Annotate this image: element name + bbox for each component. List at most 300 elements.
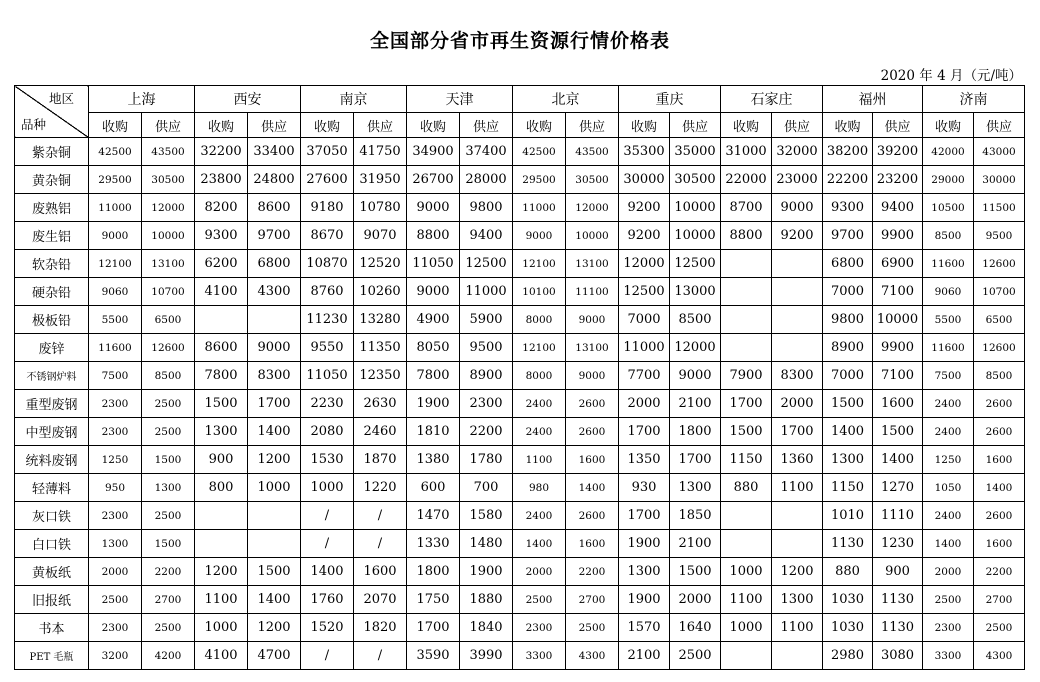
buy-price-cell: 7500 bbox=[923, 362, 974, 390]
supply-price-cell: 1000 bbox=[248, 474, 301, 502]
buy-price-cell: 9060 bbox=[923, 278, 974, 306]
city-header: 南京 bbox=[301, 86, 407, 113]
buy-price-cell: 1200 bbox=[195, 558, 248, 586]
supply-price-cell: 1500 bbox=[142, 530, 195, 558]
table-row bbox=[15, 390, 1025, 418]
supply-price-cell: 1700 bbox=[772, 418, 823, 446]
supply-price-cell: 1360 bbox=[772, 446, 823, 474]
buy-price-cell: 12100 bbox=[513, 250, 566, 278]
item-name: 软杂铅 bbox=[15, 250, 89, 278]
buy-price-cell: 7700 bbox=[619, 362, 670, 390]
city-header: 西安 bbox=[195, 86, 301, 113]
buy-price-cell: 12100 bbox=[89, 250, 142, 278]
buy-price-cell: 7800 bbox=[195, 362, 248, 390]
buy-price-cell: 2300 bbox=[89, 390, 142, 418]
supply-header: 供应 bbox=[248, 113, 301, 138]
buy-header: 收购 bbox=[619, 113, 670, 138]
supply-price-cell: 9070 bbox=[354, 222, 407, 250]
buy-price-cell: 9800 bbox=[823, 306, 873, 334]
supply-price-cell: 24800 bbox=[248, 166, 301, 194]
supply-price-cell: 2600 bbox=[974, 502, 1025, 530]
buy-price-cell: 1810 bbox=[407, 418, 460, 446]
supply-price-cell: 43500 bbox=[566, 138, 619, 166]
supply-price-cell: 8300 bbox=[248, 362, 301, 390]
buy-header: 收购 bbox=[407, 113, 460, 138]
table-row bbox=[15, 194, 1025, 222]
supply-price-cell bbox=[772, 530, 823, 558]
buy-price-cell: 34900 bbox=[407, 138, 460, 166]
buy-price-cell: 12100 bbox=[513, 334, 566, 362]
header-corner bbox=[15, 86, 89, 138]
buy-price-cell: 1760 bbox=[301, 586, 354, 614]
table-row bbox=[15, 278, 1025, 306]
buy-price-cell: 3590 bbox=[407, 642, 460, 670]
supply-price-cell: 2500 bbox=[142, 390, 195, 418]
buy-price-cell: 880 bbox=[721, 474, 772, 502]
supply-price-cell: 10000 bbox=[873, 306, 923, 334]
buy-header: 收购 bbox=[89, 113, 142, 138]
supply-price-cell: 13100 bbox=[566, 250, 619, 278]
table-row bbox=[15, 586, 1025, 614]
buy-price-cell: 1750 bbox=[407, 586, 460, 614]
buy-price-cell: 1400 bbox=[823, 418, 873, 446]
buy-price-cell bbox=[721, 278, 772, 306]
buy-price-cell: 8000 bbox=[513, 306, 566, 334]
supply-price-cell: 1580 bbox=[460, 502, 513, 530]
supply-price-cell: 1200 bbox=[248, 446, 301, 474]
buy-price-cell: 3300 bbox=[513, 642, 566, 670]
item-name: 废熟铝 bbox=[15, 194, 89, 222]
supply-price-cell: 9900 bbox=[873, 222, 923, 250]
supply-price-cell: 12500 bbox=[460, 250, 513, 278]
buy-price-cell: 3300 bbox=[923, 642, 974, 670]
supply-header: 供应 bbox=[460, 113, 513, 138]
supply-price-cell: 2700 bbox=[142, 586, 195, 614]
supply-price-cell: 2600 bbox=[974, 390, 1025, 418]
buy-price-cell: 7800 bbox=[407, 362, 460, 390]
buy-header: 收购 bbox=[195, 113, 248, 138]
supply-price-cell: 2700 bbox=[974, 586, 1025, 614]
supply-price-cell: 8500 bbox=[974, 362, 1025, 390]
buy-price-cell: 1030 bbox=[823, 614, 873, 642]
supply-price-cell: 9700 bbox=[248, 222, 301, 250]
buy-price-cell: 30000 bbox=[619, 166, 670, 194]
buy-price-cell: 1700 bbox=[619, 502, 670, 530]
buy-price-cell: 2080 bbox=[301, 418, 354, 446]
buy-price-cell: 4900 bbox=[407, 306, 460, 334]
supply-price-cell bbox=[772, 334, 823, 362]
supply-price-cell: 4300 bbox=[566, 642, 619, 670]
buy-price-cell: 9700 bbox=[823, 222, 873, 250]
buy-price-cell: 6800 bbox=[823, 250, 873, 278]
supply-price-cell: 30500 bbox=[142, 166, 195, 194]
supply-price-cell: 31950 bbox=[354, 166, 407, 194]
buy-price-cell: 42000 bbox=[923, 138, 974, 166]
supply-price-cell: 1780 bbox=[460, 446, 513, 474]
buy-price-cell: 10100 bbox=[513, 278, 566, 306]
buy-price-cell: 1330 bbox=[407, 530, 460, 558]
supply-price-cell: 4300 bbox=[974, 642, 1025, 670]
buy-price-cell: 29000 bbox=[923, 166, 974, 194]
item-name: 不锈钢炉料 bbox=[15, 362, 89, 390]
supply-price-cell: 10700 bbox=[142, 278, 195, 306]
buy-price-cell: 37050 bbox=[301, 138, 354, 166]
buy-price-cell: 2400 bbox=[513, 390, 566, 418]
supply-price-cell: 1700 bbox=[248, 390, 301, 418]
buy-price-cell bbox=[721, 250, 772, 278]
supply-price-cell: 8500 bbox=[142, 362, 195, 390]
buy-price-cell: 2980 bbox=[823, 642, 873, 670]
buy-price-cell: 11600 bbox=[923, 334, 974, 362]
supply-price-cell: / bbox=[354, 642, 407, 670]
buy-price-cell: 1000 bbox=[721, 558, 772, 586]
supply-price-cell: 1600 bbox=[566, 446, 619, 474]
supply-price-cell: 2200 bbox=[142, 558, 195, 586]
supply-price-cell: 8500 bbox=[670, 306, 721, 334]
supply-price-cell: 3990 bbox=[460, 642, 513, 670]
supply-price-cell: 2000 bbox=[670, 586, 721, 614]
buy-price-cell: 11230 bbox=[301, 306, 354, 334]
buy-price-cell: 2300 bbox=[513, 614, 566, 642]
table-row bbox=[15, 474, 1025, 502]
supply-price-cell: 4700 bbox=[248, 642, 301, 670]
buy-price-cell: 950 bbox=[89, 474, 142, 502]
buy-price-cell bbox=[721, 502, 772, 530]
supply-price-cell: 9000 bbox=[670, 362, 721, 390]
buy-price-cell: 1500 bbox=[195, 390, 248, 418]
supply-price-cell: 10000 bbox=[670, 194, 721, 222]
city-header: 天津 bbox=[407, 86, 513, 113]
buy-price-cell: 1380 bbox=[407, 446, 460, 474]
supply-price-cell: 1880 bbox=[460, 586, 513, 614]
page-title: 全国部分省市再生资源行情价格表 bbox=[369, 30, 670, 52]
supply-price-cell bbox=[772, 642, 823, 670]
buy-header: 收购 bbox=[923, 113, 974, 138]
buy-price-cell: 2000 bbox=[923, 558, 974, 586]
buy-price-cell: 980 bbox=[513, 474, 566, 502]
supply-price-cell: 37400 bbox=[460, 138, 513, 166]
item-name: 白口铁 bbox=[15, 530, 89, 558]
buy-price-cell: 1300 bbox=[823, 446, 873, 474]
buy-price-cell: 11000 bbox=[513, 194, 566, 222]
supply-price-cell: 9000 bbox=[566, 306, 619, 334]
buy-price-cell: 27600 bbox=[301, 166, 354, 194]
supply-price-cell: 13100 bbox=[142, 250, 195, 278]
supply-price-cell: 1100 bbox=[772, 474, 823, 502]
buy-price-cell: 2100 bbox=[619, 642, 670, 670]
buy-header: 收购 bbox=[823, 113, 873, 138]
item-name: 轻薄料 bbox=[15, 474, 89, 502]
supply-price-cell: 1400 bbox=[974, 474, 1025, 502]
buy-price-cell: 1400 bbox=[301, 558, 354, 586]
buy-price-cell: 1300 bbox=[619, 558, 670, 586]
buy-price-cell: 8700 bbox=[721, 194, 772, 222]
supply-price-cell: 11000 bbox=[460, 278, 513, 306]
buy-price-cell: 7000 bbox=[823, 278, 873, 306]
buy-price-cell: 2300 bbox=[89, 614, 142, 642]
supply-price-cell: 9000 bbox=[772, 194, 823, 222]
supply-price-cell: 2200 bbox=[974, 558, 1025, 586]
supply-price-cell: 3080 bbox=[873, 642, 923, 670]
supply-price-cell: 900 bbox=[873, 558, 923, 586]
supply-price-cell: 10000 bbox=[142, 222, 195, 250]
buy-price-cell: 35300 bbox=[619, 138, 670, 166]
buy-price-cell: 1900 bbox=[619, 586, 670, 614]
buy-price-cell: 31000 bbox=[721, 138, 772, 166]
supply-price-cell: 2000 bbox=[772, 390, 823, 418]
supply-price-cell: 1130 bbox=[873, 614, 923, 642]
buy-price-cell: 9000 bbox=[89, 222, 142, 250]
buy-price-cell: 1010 bbox=[823, 502, 873, 530]
supply-price-cell: 2500 bbox=[142, 502, 195, 530]
buy-price-cell bbox=[195, 530, 248, 558]
city-header: 北京 bbox=[513, 86, 619, 113]
buy-header: 收购 bbox=[721, 113, 772, 138]
buy-price-cell: 1000 bbox=[195, 614, 248, 642]
buy-price-cell: 23800 bbox=[195, 166, 248, 194]
supply-price-cell: 1840 bbox=[460, 614, 513, 642]
buy-price-cell: 1400 bbox=[513, 530, 566, 558]
buy-price-cell: 4100 bbox=[195, 642, 248, 670]
buy-price-cell: 1130 bbox=[823, 530, 873, 558]
supply-price-cell: 12600 bbox=[974, 334, 1025, 362]
supply-price-cell: 1870 bbox=[354, 446, 407, 474]
supply-price-cell: 4200 bbox=[142, 642, 195, 670]
price-table bbox=[14, 85, 1025, 670]
supply-price-cell: 30500 bbox=[670, 166, 721, 194]
table-row bbox=[15, 334, 1025, 362]
buy-price-cell: 42500 bbox=[89, 138, 142, 166]
buy-price-cell: 900 bbox=[195, 446, 248, 474]
table-row bbox=[15, 222, 1025, 250]
buy-price-cell: 5500 bbox=[89, 306, 142, 334]
buy-price-cell: 9200 bbox=[619, 222, 670, 250]
supply-price-cell: 2500 bbox=[566, 614, 619, 642]
supply-price-cell: 2500 bbox=[670, 642, 721, 670]
supply-price-cell: 1500 bbox=[873, 418, 923, 446]
buy-price-cell: 2400 bbox=[923, 390, 974, 418]
buy-price-cell: 1500 bbox=[823, 390, 873, 418]
buy-price-cell: 1000 bbox=[301, 474, 354, 502]
buy-price-cell: 10870 bbox=[301, 250, 354, 278]
buy-price-cell: 9000 bbox=[407, 194, 460, 222]
table-row bbox=[15, 530, 1025, 558]
supply-price-cell: 11500 bbox=[974, 194, 1025, 222]
supply-price-cell: 10000 bbox=[566, 222, 619, 250]
supply-price-cell: 1600 bbox=[974, 446, 1025, 474]
supply-price-cell: 2300 bbox=[460, 390, 513, 418]
buy-price-cell: 7000 bbox=[619, 306, 670, 334]
buy-price-cell: 1100 bbox=[513, 446, 566, 474]
buy-price-cell: 8200 bbox=[195, 194, 248, 222]
buy-price-cell: 2000 bbox=[513, 558, 566, 586]
table-row bbox=[15, 138, 1025, 166]
buy-price-cell: 11000 bbox=[619, 334, 670, 362]
supply-price-cell: 5900 bbox=[460, 306, 513, 334]
supply-price-cell: 2460 bbox=[354, 418, 407, 446]
supply-price-cell: 43500 bbox=[142, 138, 195, 166]
buy-price-cell: 8600 bbox=[195, 334, 248, 362]
buy-price-cell: 8760 bbox=[301, 278, 354, 306]
buy-header: 收购 bbox=[301, 113, 354, 138]
item-name: 废生铝 bbox=[15, 222, 89, 250]
supply-price-cell: 30500 bbox=[566, 166, 619, 194]
supply-price-cell: 12600 bbox=[974, 250, 1025, 278]
item-name: 重型废钢 bbox=[15, 390, 89, 418]
supply-price-cell bbox=[248, 530, 301, 558]
table-row bbox=[15, 614, 1025, 642]
supply-price-cell bbox=[772, 306, 823, 334]
buy-price-cell: 11050 bbox=[301, 362, 354, 390]
buy-price-cell: 930 bbox=[619, 474, 670, 502]
item-name: 废锌 bbox=[15, 334, 89, 362]
city-header: 重庆 bbox=[619, 86, 721, 113]
supply-price-cell: 23200 bbox=[873, 166, 923, 194]
city-header: 济南 bbox=[923, 86, 1025, 113]
supply-price-cell: 2600 bbox=[566, 502, 619, 530]
supply-price-cell: 6800 bbox=[248, 250, 301, 278]
buy-price-cell: 1250 bbox=[89, 446, 142, 474]
supply-price-cell: 2630 bbox=[354, 390, 407, 418]
table-row bbox=[15, 558, 1025, 586]
supply-price-cell: 1300 bbox=[142, 474, 195, 502]
buy-price-cell: 9000 bbox=[513, 222, 566, 250]
buy-price-cell: 11000 bbox=[89, 194, 142, 222]
supply-price-cell: 1700 bbox=[670, 446, 721, 474]
buy-price-cell: 1350 bbox=[619, 446, 670, 474]
supply-price-cell: 1200 bbox=[248, 614, 301, 642]
table-row bbox=[15, 642, 1025, 670]
supply-price-cell: 1300 bbox=[670, 474, 721, 502]
buy-price-cell: 10500 bbox=[923, 194, 974, 222]
buy-price-cell: 1300 bbox=[195, 418, 248, 446]
buy-price-cell: 12500 bbox=[619, 278, 670, 306]
supply-price-cell: 11100 bbox=[566, 278, 619, 306]
supply-price-cell: 2100 bbox=[670, 390, 721, 418]
buy-price-cell: 4100 bbox=[195, 278, 248, 306]
supply-price-cell: 10000 bbox=[670, 222, 721, 250]
table-row bbox=[15, 306, 1025, 334]
table-row bbox=[15, 418, 1025, 446]
buy-price-cell: 8800 bbox=[721, 222, 772, 250]
supply-price-cell: 9400 bbox=[873, 194, 923, 222]
date-unit-label: 2020 年 4 月（元/吨） bbox=[880, 68, 1022, 84]
supply-price-cell: / bbox=[354, 502, 407, 530]
supply-price-cell: 2500 bbox=[974, 614, 1025, 642]
buy-price-cell bbox=[721, 306, 772, 334]
supply-price-cell: 2600 bbox=[566, 418, 619, 446]
supply-price-cell: 1400 bbox=[566, 474, 619, 502]
buy-price-cell: 12000 bbox=[619, 250, 670, 278]
buy-price-cell: 1900 bbox=[619, 530, 670, 558]
supply-price-cell: 9800 bbox=[460, 194, 513, 222]
buy-price-cell: 22200 bbox=[823, 166, 873, 194]
buy-price-cell: 1050 bbox=[923, 474, 974, 502]
supply-price-cell: 1640 bbox=[670, 614, 721, 642]
item-name: 旧报纸 bbox=[15, 586, 89, 614]
supply-price-cell: 2070 bbox=[354, 586, 407, 614]
supply-price-cell: 2600 bbox=[974, 418, 1025, 446]
supply-price-cell: 1220 bbox=[354, 474, 407, 502]
buy-price-cell: 1030 bbox=[823, 586, 873, 614]
buy-price-cell: 8670 bbox=[301, 222, 354, 250]
supply-price-cell: 12500 bbox=[670, 250, 721, 278]
buy-price-cell: 1700 bbox=[619, 418, 670, 446]
buy-price-cell: 1300 bbox=[89, 530, 142, 558]
buy-price-cell: 6200 bbox=[195, 250, 248, 278]
supply-price-cell: 1820 bbox=[354, 614, 407, 642]
buy-price-cell bbox=[721, 642, 772, 670]
buy-price-cell: 1570 bbox=[619, 614, 670, 642]
item-name: 黄杂铜 bbox=[15, 166, 89, 194]
table-row bbox=[15, 362, 1025, 390]
buy-price-cell: 2300 bbox=[89, 502, 142, 530]
supply-price-cell: 28000 bbox=[460, 166, 513, 194]
buy-price-cell: 7900 bbox=[721, 362, 772, 390]
supply-price-cell: 12520 bbox=[354, 250, 407, 278]
buy-price-cell: 2400 bbox=[923, 418, 974, 446]
supply-price-cell: 1100 bbox=[772, 614, 823, 642]
item-name: 硬杂铅 bbox=[15, 278, 89, 306]
buy-price-cell: 3200 bbox=[89, 642, 142, 670]
supply-price-cell: 6900 bbox=[873, 250, 923, 278]
supply-price-cell: 7100 bbox=[873, 362, 923, 390]
buy-price-cell bbox=[195, 306, 248, 334]
supply-price-cell: 1850 bbox=[670, 502, 721, 530]
supply-header: 供应 bbox=[354, 113, 407, 138]
buy-price-cell: 1800 bbox=[407, 558, 460, 586]
buy-price-cell: 1900 bbox=[407, 390, 460, 418]
supply-price-cell: 10780 bbox=[354, 194, 407, 222]
buy-price-cell: 2300 bbox=[923, 614, 974, 642]
item-name: 紫杂铜 bbox=[15, 138, 89, 166]
supply-price-cell: 2500 bbox=[142, 614, 195, 642]
supply-header: 供应 bbox=[772, 113, 823, 138]
buy-price-cell: 1250 bbox=[923, 446, 974, 474]
supply-price-cell bbox=[772, 278, 823, 306]
table-row bbox=[15, 250, 1025, 278]
city-header: 福州 bbox=[823, 86, 923, 113]
buy-price-cell: 1470 bbox=[407, 502, 460, 530]
supply-price-cell: 41750 bbox=[354, 138, 407, 166]
supply-price-cell: 1480 bbox=[460, 530, 513, 558]
supply-price-cell: 1130 bbox=[873, 586, 923, 614]
supply-price-cell: 700 bbox=[460, 474, 513, 502]
buy-price-cell: 2000 bbox=[89, 558, 142, 586]
supply-price-cell: 2100 bbox=[670, 530, 721, 558]
supply-price-cell: 1300 bbox=[772, 586, 823, 614]
buy-price-cell: 8500 bbox=[923, 222, 974, 250]
supply-price-cell: 1230 bbox=[873, 530, 923, 558]
buy-price-cell bbox=[721, 334, 772, 362]
buy-price-cell: 2400 bbox=[513, 502, 566, 530]
supply-price-cell: 32000 bbox=[772, 138, 823, 166]
supply-price-cell: 2500 bbox=[142, 418, 195, 446]
supply-price-cell: 9400 bbox=[460, 222, 513, 250]
supply-price-cell: 12000 bbox=[142, 194, 195, 222]
supply-price-cell bbox=[772, 250, 823, 278]
buy-price-cell: 1000 bbox=[721, 614, 772, 642]
supply-price-cell: 9000 bbox=[248, 334, 301, 362]
supply-price-cell: 1400 bbox=[248, 586, 301, 614]
buy-price-cell: 9060 bbox=[89, 278, 142, 306]
supply-price-cell: 9200 bbox=[772, 222, 823, 250]
supply-price-cell: 11350 bbox=[354, 334, 407, 362]
supply-price-cell: 6500 bbox=[974, 306, 1025, 334]
buy-price-cell: 2500 bbox=[923, 586, 974, 614]
supply-price-cell bbox=[248, 306, 301, 334]
table-row bbox=[15, 446, 1025, 474]
